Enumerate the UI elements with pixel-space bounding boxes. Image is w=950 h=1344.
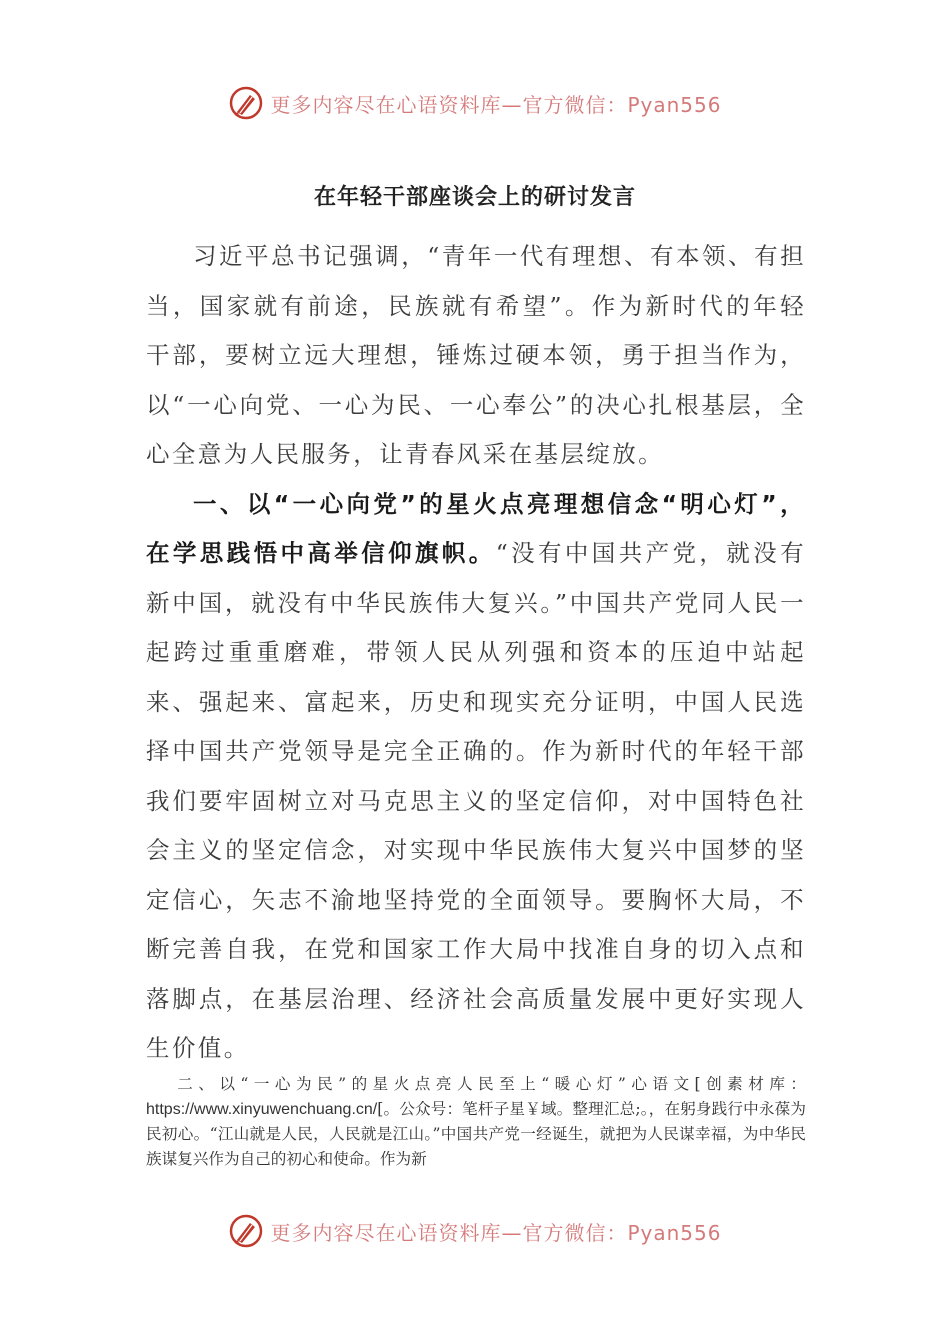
- footer-watermark-banner: [0, 1206, 950, 1256]
- pen-nib-icon: [228, 85, 264, 121]
- section-1-text: “没有中国共产党，就没有新中国，就没有中华民族伟大复兴。”中国共产党同人民一起跨过重重磨难，带领人民从列强和资本的压迫中站起来、强起来、富起来，历史和现实充分证明，中国人民选择中国共产党领导是完全正确的。作为新时代的年轻干部我们要牢固树立对马克思主义的坚定信仰，对中国特色社会主义的坚定信念，对实现中华民族伟大复兴中国梦的坚定信心，矢志不渝地坚持党的全面领导。要胸怀大局，不断完善自我，在党和国家工作大局中找准自身的切入点和落脚点，在基层治理、经济社会高质量发展中更好实现人生价值。: [146, 539, 806, 1062]
- document-title: 在年轻干部座谈会上的研讨发言: [313, 185, 636, 210]
- pen-nib-icon: [228, 1213, 264, 1249]
- section-2-text: [。公众号：笔杆子星￥域。整理汇总;。，在躬身践行中永葆为民初心。“江山就是人民，人民就是江山。”中国共产党一经诞生，就把为人民谋幸福，为中华民族谋复兴作为自己的初心和使命。作为新: [146, 1100, 806, 1168]
- section-1-paragraph: [146, 480, 806, 1074]
- banner-text: 更多内容尽在心语资料库—官方微信：Pyan556: [270, 92, 722, 117]
- intro-paragraph: 习近平总书记强调，“青年一代有理想、有本领、有担当，国家就有前途，民族就有希望”。作为新时代的年轻干部，要树立远大理想，锤炼过硬本领，勇于担当作为，以“一心向党、一心为民、一心奉公”的决心扎根基层，全心全意为人民服务，让青春风采在基层绽放。: [146, 242, 806, 468]
- section-2-lead: 二、以“一心为民”的星火点亮人民至上“暖心灯”心语文[创素材库：: [177, 1075, 806, 1093]
- banner-text: 更多内容尽在心语资料库—官方微信：Pyan556: [270, 1220, 722, 1245]
- header-watermark-banner: [0, 78, 950, 128]
- source-link[interactable]: https://www.xinyuwenchuang.cn/: [146, 1101, 378, 1118]
- section-1-heading: 一、以“一心向党”的星火点亮理想信念“明心灯”，在学思践悟中高举信仰旗帜。: [146, 489, 806, 567]
- document-body: [146, 232, 806, 1074]
- section-2-paragraph: [146, 1072, 806, 1172]
